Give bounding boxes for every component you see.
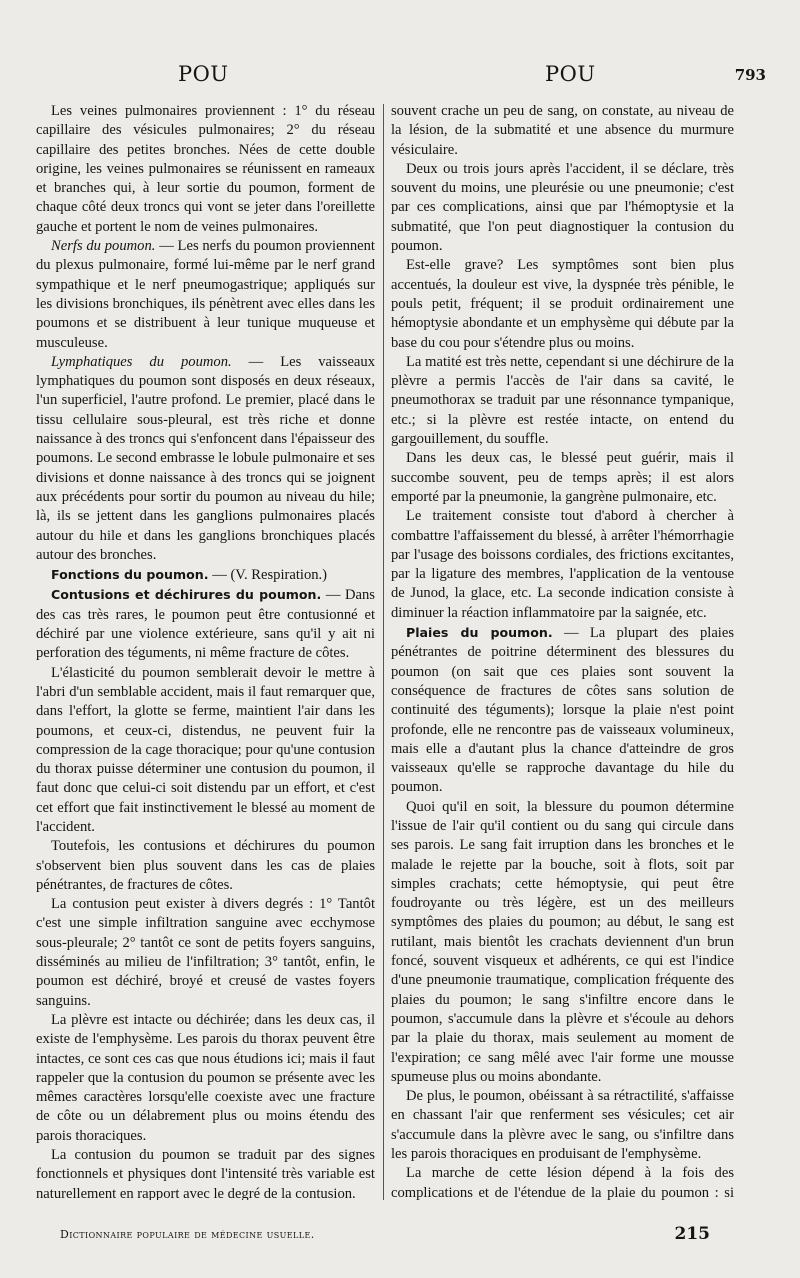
paragraph [391,256,734,352]
paragraph [391,449,734,507]
paragraph-text: — (V. Respiration.) [208,567,328,584]
header-right-title: POU [545,62,596,86]
paragraph [36,237,375,353]
paragraph-text: La marche de cette lésion dépend à la fois des complications et de l'étendue de la plaie du poumon : si [391,1165,734,1200]
paragraph-text: — Les vaisseaux lymphatiques du poumon sont disposés en deux réseaux, l'un superficiel, l'autre profond. Le premier, placé dans le tissu cellulaire sous-pleural, est très riche et donne naissance à des troncs qui s'enfoncent dans l'épaisseur des poumons. Le second embrasse le lobule pulmonaire et ses divisions et donne naissance à des troncs qui se joignent aux précédents pour sortir du poumon au niveau du hile; là, ils se jettent dans les ganglions pulmonaires placés autour du hile et dans les ganglions bronchiques placés autour des bronches. [36,353,375,563]
paragraph-lead-italic: Nerfs du poumon. [51,238,156,255]
paragraph-text: La contusion peut exister à divers degrés : 1° Tantôt c'est une simple infiltration sanguine avec ecchymose sous-pleurale; 2° tantôt ce sont de petits foyers sanguins, disséminés au milieu de l'infiltration; 3° tantôt, enfin, le poumon est déchiré, broyé et creusé de vastes foyers sanguins. [36,896,375,1009]
paragraph-text: La matité est très nette, cependant si une déchirure de la plèvre a permis l'accès de l'air dans sa cavité, le pneumothorax se traduit par une résonnance tympanique, etc.; si la plèvre est restée intacte, on entend du gargouillement, du souffle. [391,353,734,448]
paragraph [36,102,375,237]
paragraph-text: Quoi qu'il en soit, la blessure du poumon détermine l'issue de l'air qu'il contient ou du sang qui circule dans ses parois. Le sang fait irruption dans les bronches et le malade le rejette par la bouche, soit à flots, soit par simples crachats; cette hémoptysie, qui peut être foudroyante ou très légère, est un des meilleurs symptômes des plaies du poumon; au début, le sang est rutilant, mais bientôt les crachats deviennent d'un brun foncé, souvent visqueux et adhérents, ce qui est l'indice d'une pneumonie traumatique, complication fréquente des plaies du poumon; le sang s'infiltre encore dans le poumon, s'accumule dans la plèvre et s'écoule au dehors par la plaie du thorax, mais seulement au moment de l'expiration; ce sang mêlé avec l'air forme une mousse spumeuse plus ou moins abondante. [391,798,734,1085]
footer-signature-mark: 215 [674,1224,710,1244]
paragraph-text: La plèvre est intacte ou déchirée; dans les deux cas, il existe de l'emphysème. Les parois du thorax peuvent être intactes, ce sont ces cas que nous étudions ici; mais il faut rappeler que la contusion du poumon se présente avec les mêmes caractères lorsqu'elle coexiste avec une fracture de côte ou un délabrement plus ou moins étendu des parois thoraciques. [36,1011,375,1144]
right-column [391,102,734,1200]
paragraph-text: Toutefois, les contusions et déchirures du poumon s'observent bien plus souvent dans les cas de plaies pénétrantes, de fractures de côtes. [36,838,375,893]
paragraph [391,507,734,623]
paragraph [36,895,375,1011]
paragraph-text: — La plupart des plaies pénétrantes de poitrine déterminent des blessures du poumon (on sait que ces plaies sont souvent la conséquence de fractures de côtes sans solution de continuité des téguments); lorsque la plaie n'est point profonde, elle ne rencontre pas de vaisseaux volumineux, mais elle a d'autant plus la chance d'atteindre de gros vaisseaux qu'elle se rapproche davantage du hile du poumon. [391,625,734,796]
paragraph [36,585,375,663]
paragraph [391,1087,734,1164]
paragraph [36,1146,375,1200]
paragraph-lead-italic: Lymphatiques du poumon. [51,353,232,370]
section-heading: Contusions et déchirures du poumon. [51,587,322,603]
paragraph-text: De plus, le poumon, obéissant à sa rétractilité, s'affaisse en chassant l'air que renferment ses vésicules; cet air s'accumule dans la plèvre avec le sang, ou s'infiltre dans les parois thoraciques en produisant de l'emphysème. [391,1088,734,1163]
paragraph-text: L'élasticité du poumon semblerait devoir le mettre à l'abri d'un semblable accident, mais il faut remarquer que, dans l'effort, la glotte se ferme, maintient l'air dans les poumons, et ceux-ci, distendus, ne peuvent fuir la compression de la cage thoracique; pour qu'une contusion du thorax puisse déterminer une contusion du poumon, il faut donc que celui-ci soit distendu par un effort, et c'est cet effort que fait instinctivement le blessé au moment de l'accident. [36,664,375,835]
paragraph [391,1164,734,1200]
paragraph [391,353,734,449]
paragraph-text: souvent crache un peu de sang, on constate, au niveau de la lésion, de la submatité et une absence du murmure vésiculaire. [391,103,734,158]
page-number: 793 [734,66,766,84]
footer-publication-title: Dictionnaire populaire de médecine usuelle. [60,1228,315,1241]
paragraph [391,798,734,1087]
paragraph-text: Est-elle grave? Les symptômes sont bien plus accentués, la douleur est vive, la dyspnée très pénible, le pouls petit, fréquent; il se produit ordinairement une hémoptysie abondante et un emphysème qui débute par la base du cou pour s'étendre plus ou moins. [391,257,734,351]
paragraph [36,353,375,565]
left-column [36,102,375,1200]
paragraph-text: Le traitement consiste tout d'abord à chercher à combattre l'affaissement du blessé, à arrêter l'hémorrhagie par l'usage des boissons cordiales, des frictions excitantes, par la ligature des membres, l'application de la ventouse de Junod, la glace, etc. La seconde indication consiste à diminuer la réaction inflammatoire par la saignée, etc. [391,508,734,621]
paragraph [36,565,375,585]
paragraph [391,623,734,798]
paragraph-text: Deux ou trois jours après l'accident, il se déclare, très souvent du moins, une pleurésie ou une pneumonie; c'est par ces complications, ainsi que par l'hémoptysie et la submatité, que l'on peut diagnostiquer la contusion du poumon. [391,160,734,255]
paragraph [391,160,734,256]
page-footer [0,1224,800,1248]
header-left-title: POU [178,62,229,86]
paragraph-text: — Dans des cas très rares, le poumon peut être contusionné et déchiré par une violence extérieure, sans qu'il y ait ni perforation des téguments, ni même fracture de côtes. [36,587,375,662]
paragraph-text: — Les nerfs du poumon proviennent du plexus pulmonaire, formé lui-même par le nerf grand sympathique et le nerf pneumogastrique; appliqués sur les divisions bronchiques, ils pénètrent avec elles dans les poumons et se distribuent à leur tunique muqueuse et musculeuse. [36,238,375,351]
paragraph-text: La contusion du poumon se traduit par des signes fonctionnels et physiques dont l'intensité très variable est naturellement en rapport avec le degré de la contusion. [36,1147,375,1200]
paragraph [36,1011,375,1146]
section-heading: Plaies du poumon. [406,625,553,641]
paragraph-text: Dans les deux cas, le blessé peut guérir, mais il succombe souvent, peu de temps après; il est alors emporté par la pneumonie, la gangrène pulmonaire, etc. [391,450,734,505]
paragraph-text: Les veines pulmonaires proviennent : 1° du réseau capillaire des vésicules pulmonaires; 2° du réseau capillaire des petites bronches. Nées de cette double origine, les veines pulmonaires se réunissent en rameaux et branches qui, à leur sortie du poumon, forment de chaque côté deux troncs qui vont se jeter dans l'oreillette gauche et portent le nom de veines pulmonaires. [36,103,375,235]
section-heading: Fonctions du poumon. [51,567,209,583]
running-header [0,62,800,92]
paragraph [391,102,734,160]
paragraph [36,837,375,895]
paragraph [36,664,375,838]
column-divider [383,104,384,1200]
